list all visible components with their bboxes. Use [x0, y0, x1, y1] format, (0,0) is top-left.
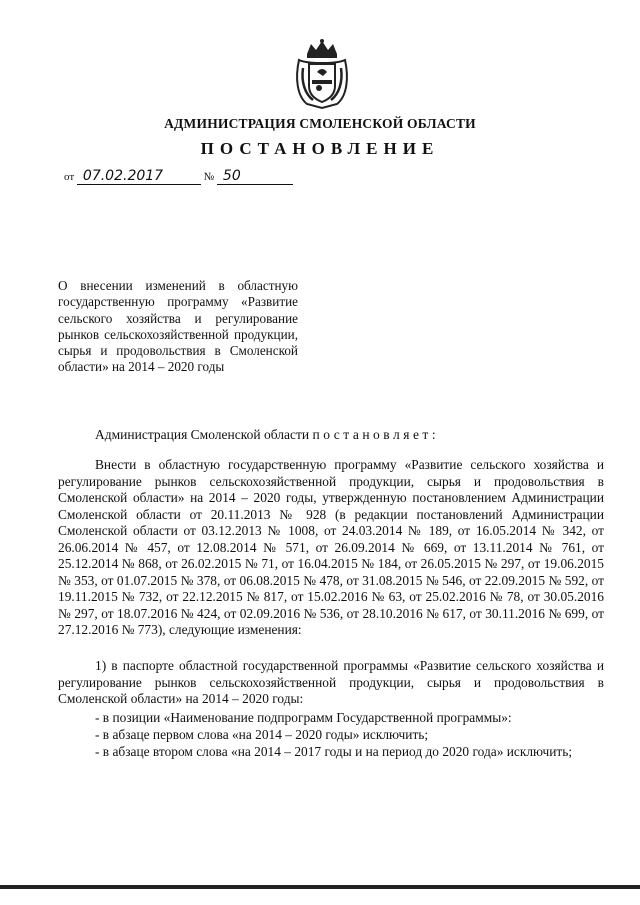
- main-paragraph: Внести в областную государственную программу «Развитие сельского хозяйства и регулирование рынков сельскохозяйственной продукции, сырья и продовольствия в Смоленской области» на 2014 – 2020 годы, утвержденную постановлением Администрации Смоленской области от 20.11.2013 № 928 (в редакции постановлений Администрации Смоленской области от 03.12.2013 № 1008, от 24.03.2014 № 189, от 16.05.2014 № 342, от 26.06.2014 № 457, от 12.08.2014 № 571, от 26.09.2014 № 669, от 13.11.2014 № 761, от 25.12.2014 № 868, от 26.02.2015 № 71, от 16.04.2015 № 184, от 26.05.2015 № 297, от 19.06.2015 № 353, от 01.07.2015 № 378, от 06.08.2015 № 478, от 31.08.2015 № 546, от 22.09.2015 № 592, от 19.11.2015 № 732, от 22.12.2015 № 817, от 15.02.2016 № 63, от 25.02.2016 № 78, от 30.05.2016 № 297, от 18.07.2016 № 424, от 02.09.2016 № 536, от 28.10.2016 № 617, от 30.11.2016 № 699, от 27.12.2016 № 773), следующие изменения:: [58, 457, 604, 637]
- number-prefix: №: [203, 171, 215, 183]
- resolution-intro: [95, 427, 439, 443]
- document-type: ПОСТАНОВЛЕНИЕ: [200, 139, 440, 158]
- scan-edge-line: [0, 885, 640, 889]
- intro-verb: постановляет:: [312, 427, 440, 442]
- date-prefix: от: [64, 171, 75, 183]
- bullet-3: - в абзаце втором слова «на 2014 – 2017 годы и на период до 2020 года» исключить;: [95, 744, 573, 759]
- document-number-line: [64, 168, 293, 185]
- bullet-2: - в абзаце первом слова «на 2014 – 2020 годы» исключить;: [95, 727, 429, 742]
- document-number: 50: [217, 168, 293, 185]
- item-1-paragraph: 1) в паспорте областной государственной программы «Развитие сельского хозяйства и регулирование рынков сельскохозяйственной продукции, сырья и продовольствия в Смоленской области» на 2014 – 2020 годы:: [58, 658, 604, 706]
- document-date: 07.02.2017: [77, 168, 201, 185]
- coat-of-arms-icon: [293, 38, 351, 110]
- document-subject: О внесении изменений в областную государственную программу «Развитие сельского хозяйства и регулирование рынков сельскохозяйственной продукции, сырья и продовольствия в Смоленской области» на 2014 – 2020 годы: [58, 278, 298, 375]
- bullet-1: - в позиции «Наименование подпрограмм Государственной программы»:: [95, 710, 512, 725]
- intro-text: Администрация Смоленской области: [95, 427, 310, 442]
- organization-title: АДМИНИСТРАЦИЯ СМОЛЕНСКОЙ ОБЛАСТИ: [164, 116, 476, 131]
